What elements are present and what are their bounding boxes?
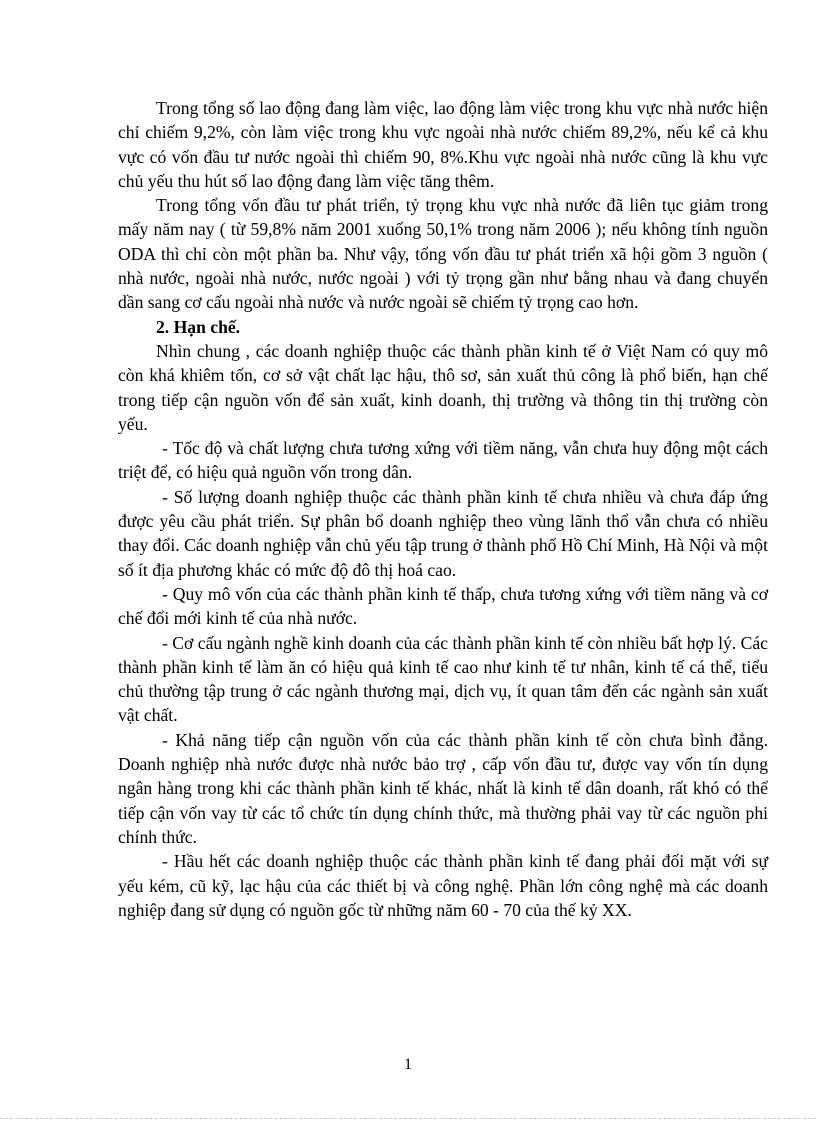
page-bottom-divider xyxy=(0,1118,816,1119)
bullet-item-6: - Hầu hết các doanh nghiệp thuộc các thành phần kinh tế đang phải đối mặt với sự yếu kém, cũ kỹ, lạc hậu của các thiết bị và công nghệ. Phần lớn công nghệ mà các doanh nghiệp đang sử dụng có nguồn gốc từ những năm 60 - 70 của thế kỷ XX. xyxy=(118,851,768,920)
bullet-item-2: - Số lượng doanh nghiệp thuộc các thành phần kinh tế chưa nhiều và chưa đáp ứng được yêu cầu phát triển. Sự phân bổ doanh nghiệp theo vùng lãnh thổ vẫn chưa có nhiều thay đổi. Các doanh nghiệp vẫn chủ yếu tập trung ở thành phố Hồ Chí Minh, Hà Nội và một số ít địa phương khác có mức độ đô thị hoá cao. xyxy=(118,486,768,580)
paragraph-labor: Trong tổng số lao động đang làm việc, lao động làm việc trong khu vực nhà nước hiện chỉ chiếm 9,2%, còn làm việc trong khu vực ngoài nhà nước chiếm 89,2%, nếu kể cả khu vực có vốn đầu tư nước ngoài thì chiếm 90, 8%.Khu vực ngoài nhà nước cũng là khu vực chủ yếu thu hút số lao động đang làm việc tăng thêm. xyxy=(118,98,768,191)
bullet-item-5: - Khả năng tiếp cận nguồn vốn của các thành phần kinh tế còn chưa bình đẳng. Doanh nghiệp nhà nước được nhà nước bảo trợ , cấp vốn đầu tư, được vay vốn tín dụng ngân hàng trong khi các thành phần kinh tế khác, nhất là kinh tế dân doanh, rất khó có thể tiếp cận vốn vay từ các tổ chức tín dụng chính thức, mà thường phải vay từ các nguồn phi chính thức. xyxy=(118,729,768,847)
section-heading: 2. Hạn chế. xyxy=(156,316,241,337)
paragraph-intro: Nhìn chung , các doanh nghiệp thuộc các thành phần kinh tế ở Việt Nam có quy mô còn khá khiêm tốn, cơ sở vật chất lạc hậu, thô sơ, sản xuất thủ công là phổ biến, hạn chế trong tiếp cận nguồn vốn để sản xuất, kinh doanh, thị trường và thông tin thị trường còn yếu. xyxy=(118,340,768,434)
bullet-item-1: - Tốc độ và chất lượng chưa tương xứng với tiềm năng, vẫn chưa huy động một cách triệt để, có hiệu quả nguồn vốn trong dân. xyxy=(118,438,768,483)
page-number: 1 xyxy=(404,1056,412,1073)
paragraph-investment: Trong tổng vốn đầu tư phát triển, tỷ trọng khu vực nhà nước đã liên tục giảm trong mấy năm nay ( từ 59,8% năm 2001 xuống 50,1% trong năm 2006 ); nếu không tính nguồn ODA thì chỉ còn một phần ba. Như vậy, tổng vốn đầu tư phát triển xã hội gồm 3 nguồn ( nhà nước, ngoài nhà nước, nước ngoài ) với tỷ trọng gần như bằng nhau và đang chuyển dần sang cơ cấu ngoài nhà nước và nước ngoài sẽ chiếm tỷ trọng cao hơn. xyxy=(118,195,768,313)
bullet-item-4: - Cơ cấu ngành nghề kinh doanh của các thành phần kinh tế còn nhiều bất hợp lý. Các thành phần kinh tế làm ăn có hiệu quả kinh tế cao như kinh tế tư nhân, kinh tế cá thể, tiểu chủ thường tập trung ở các ngành thương mại, dịch vụ, ít quan tâm đến các ngành sản xuất vật chất. xyxy=(118,632,768,726)
document-body xyxy=(118,96,768,922)
bullet-item-3: - Quy mô vốn của các thành phần kinh tế thấp, chưa tương xứng với tiềm năng và cơ chế đổi mới kinh tế của nhà nước. xyxy=(118,583,768,629)
